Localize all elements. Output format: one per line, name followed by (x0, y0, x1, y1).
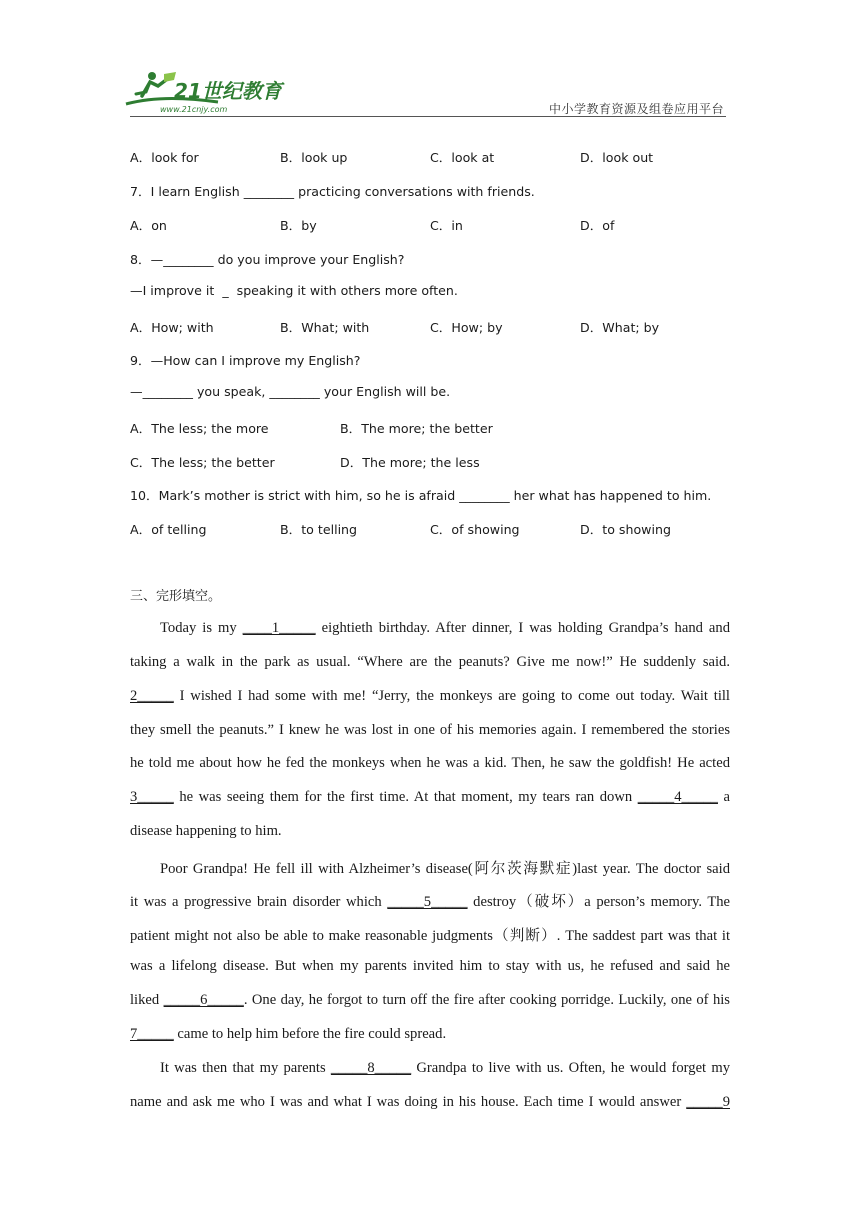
blank-9[interactable]: _____9 (686, 1094, 730, 1110)
q7-option-a[interactable]: A．on (130, 218, 167, 233)
blank-2[interactable]: 2_____ (130, 688, 174, 704)
q6-option-d[interactable]: D．look out (580, 150, 654, 165)
passage-line-13: 7_____ came to help him before the fire could spread. (130, 1026, 447, 1042)
q8-option-b[interactable]: B．What; with (280, 320, 370, 335)
q7-option-b[interactable]: B．by (280, 218, 317, 233)
q7-option-c[interactable]: C．in (430, 218, 463, 233)
passage-line-15: name and ask me who I was and what I was doing in his house. Each time I would answer _____9 (130, 1094, 730, 1110)
brand-logo (122, 68, 292, 116)
blank-8[interactable]: _____8_____ (330, 1060, 412, 1076)
q10-option-c[interactable]: C．of showing (430, 522, 520, 537)
q10-stem: 10．Mark’s mother is strict with him, so he is afraid ________ her what has happened to him. (130, 488, 712, 503)
q9-option-c[interactable]: C．The less; the better (130, 455, 275, 470)
passage-line-7: disease happening to him. (130, 823, 282, 839)
blank-4[interactable]: _____4_____ (637, 789, 718, 805)
svg-text:www.21cnjy.com: www.21cnjy.com (160, 105, 228, 114)
blank-6[interactable]: _____6_____ (163, 992, 244, 1008)
blank-1[interactable]: ____1_____ (242, 620, 316, 636)
q10-option-a[interactable]: A．of telling (130, 522, 207, 537)
passage-line-10: patient might not also be able to make reasonable judgments（判断）. The saddest part was that it (130, 928, 730, 944)
passage-line-9: it was a progressive brain disorder which _____5_____ destroy（破坏）a person’s memory. The (130, 894, 731, 910)
q6-option-c[interactable]: C．look at (430, 150, 495, 165)
q7-option-d[interactable]: D．of (580, 218, 615, 233)
passage-line-4: they smell the peanuts.” I knew he was lost in one of his memories again. I remembered the stories (130, 722, 730, 738)
passage-line-12: liked _____6_____. One day, he forgot to turn off the fire after cooking porridge. Luckily, one of his (130, 992, 730, 1008)
q9-stem: 9．—How can I improve my English? (130, 353, 361, 368)
blank-7[interactable]: 7_____ (130, 1026, 174, 1042)
q9-option-d[interactable]: D．The more; the less (340, 455, 480, 470)
q10-option-d[interactable]: D．to showing (580, 522, 671, 537)
q9-option-b[interactable]: B．The more; the better (340, 421, 493, 436)
passage-line-8: Poor Grandpa! He fell ill with Alzheimer’s disease(阿尔茨海默症)last year. The doctor said (160, 861, 730, 877)
q8-option-c[interactable]: C．How; by (430, 320, 503, 335)
passage-line-1: Today is my ____1_____ eightieth birthday. After dinner, I was holding Grandpa’s hand and (160, 620, 731, 636)
passage-line-3: 2_____ I wished I had some with me! “Jerry, the monkeys are going to come out today. Wait till (130, 688, 730, 704)
passage-line-5: he told me about how he fed the monkeys when he was a kid. Then, he saw the goldfish! He acted (130, 755, 730, 771)
q10-option-b[interactable]: B．to telling (280, 522, 358, 537)
q6-option-b[interactable]: B．look up (280, 150, 348, 165)
header-divider (130, 116, 726, 117)
passage-line-14: It was then that my parents _____8_____ Grandpa to live with us. Often, he would forget my (160, 1060, 730, 1076)
q8-answer-line: —I improve it _ speaking it with others more often. (130, 283, 458, 298)
page-header (122, 68, 726, 118)
section-3-title: 三、完形填空。 (130, 589, 222, 604)
passage-line-11: was a lifelong disease. But when my parents invited him to stay with us, he refused and said he (130, 958, 730, 974)
q8-option-d[interactable]: D．What; by (580, 320, 660, 335)
q8-stem: 8．—________ do you improve your English? (130, 252, 405, 267)
q8-option-a[interactable]: A．How; with (130, 320, 214, 335)
q6-option-a[interactable]: A．look for (130, 150, 199, 165)
passage-line-6: 3_____ he was seeing them for the first time. At that moment, my tears ran down _____4_____ a (130, 789, 730, 805)
passage-line-2: taking a walk in the park as usual. “Where are the peanuts? Give me now!” He suddenly said. (130, 654, 730, 670)
blank-3[interactable]: 3_____ (130, 789, 174, 805)
blank-5[interactable]: _____5_____ (387, 894, 468, 910)
q9-option-a[interactable]: A．The less; the more (130, 421, 269, 436)
svg-text:21世纪教育: 21世纪教育 (174, 79, 282, 103)
q9-answer-line: —________ you speak, ________ your English will be. (130, 384, 451, 399)
platform-name: 中小学教育资源及组卷应用平台 (548, 102, 724, 116)
q7-stem: 7．I learn English ________ practicing conversations with friends. (130, 184, 535, 199)
